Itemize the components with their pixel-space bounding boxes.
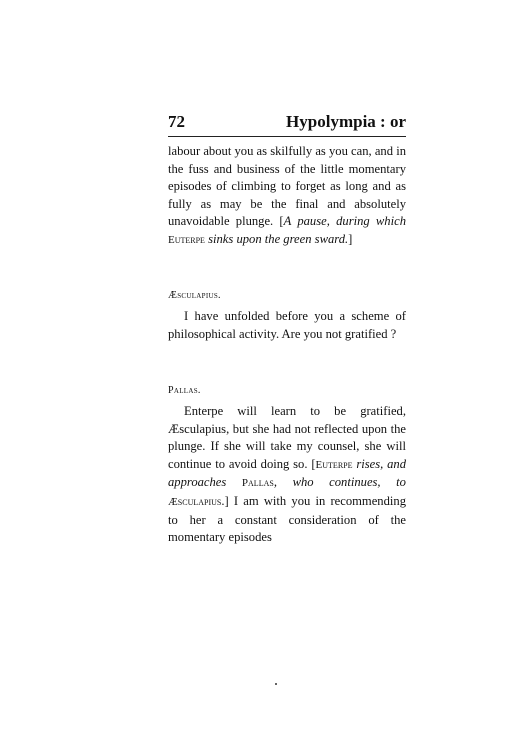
stage-direction-2b: , who continues, to	[273, 475, 406, 490]
stage-direction-2a: rises, and approaches	[168, 456, 406, 490]
stage-name-euterpe-2: Euterpe	[315, 458, 353, 471]
paragraph-1	[168, 143, 406, 250]
stage-direction-end: .]	[221, 493, 229, 508]
header-rule	[168, 136, 406, 137]
paragraph-3-text-2: I am with you in recommending to her a constant consideration of the momentary episodes	[168, 493, 406, 545]
stage-bracket-close: ]	[348, 231, 353, 246]
stage-name-pallas: Pallas	[241, 477, 274, 490]
paragraph-1-text: labour about you as skilfully as you can, and in the fuss and business of the little momentary episodes of climbing to forget as long and as fully as may be the final and absolutely unavoidable plunge.	[168, 144, 406, 229]
speaker-pallas: Pallas.	[168, 385, 201, 396]
page-mark	[275, 683, 277, 685]
stage-name-euterpe: Euterpe	[168, 233, 205, 246]
speaker-aesculapius: Æsculapius.	[168, 290, 221, 301]
paragraph-3-text: Enterpe will learn to be gratified, Æsculapius, but she had not reflected upon the plunge. If she will take my counsel, she will continue to avoid doing so. [	[168, 404, 406, 471]
stage-name-aesculapius: Æsculapius	[168, 495, 222, 508]
paragraph-3	[168, 403, 406, 547]
stage-direction-1b: sinks upon the green sward.	[204, 231, 349, 246]
stage-direction-1a: A pause, during which	[283, 214, 406, 229]
page-header	[168, 112, 406, 134]
running-title: Hypolympia : or	[286, 112, 406, 131]
stage-bracket-open: [	[273, 214, 284, 229]
page-number: 72	[168, 112, 185, 131]
paragraph-2: I have unfolded before you a scheme of philosophical activity. Are you not gratified ?	[168, 309, 406, 341]
